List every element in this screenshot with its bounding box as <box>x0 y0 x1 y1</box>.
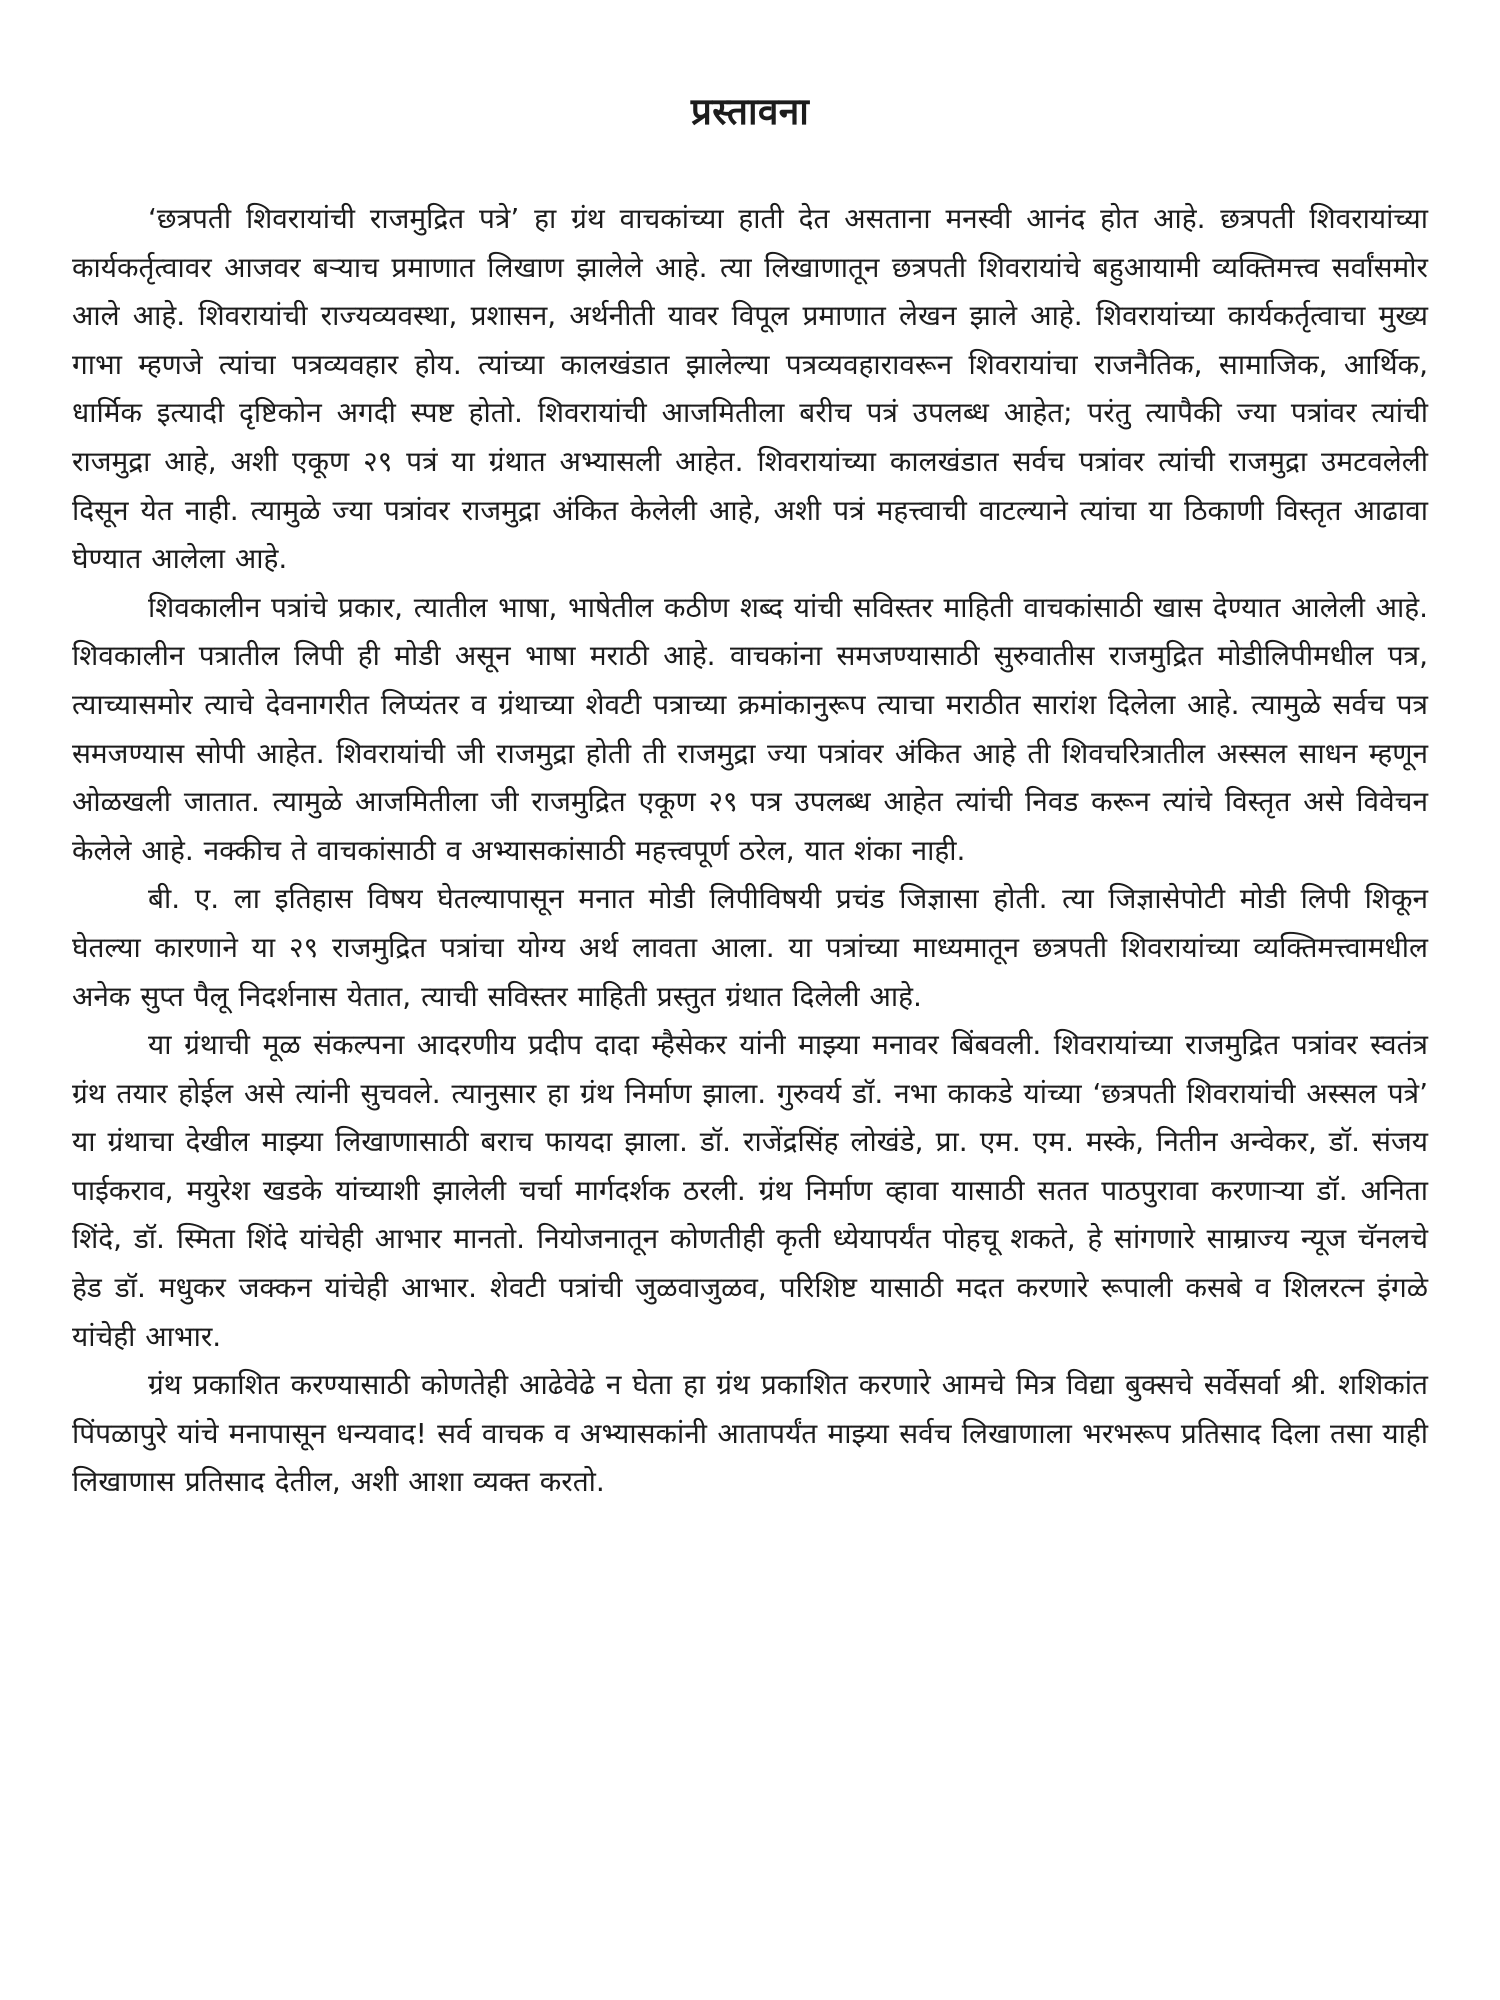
paragraph-5: ग्रंथ प्रकाशित करण्यासाठी कोणतेही आढेवेढे न घेता हा ग्रंथ प्रकाशित करणारे आमचे मित्र विद्या बुक्सचे सर्वेसर्वा श्री. शशिकांत पिंपळापुरे यांचे मनापासून धन्यवाद! सर्व वाचक व अभ्यासकांनी आतापर्यंत माझ्या सर्वच लिखाणाला भरभरूप प्रतिसाद दिला तसा याही लिखाणास प्रतिसाद देतील, अशी आशा व्यक्त करतो. <box>72 1368 1428 1499</box>
document-page <box>72 0 1428 2000</box>
page-title: प्रस्तावना <box>690 90 810 133</box>
paragraph-4: या ग्रंथाची मूळ संकल्पना आदरणीय प्रदीप दादा म्हैसेकर यांनी माझ्या मनावर बिंबवली. शिवरायांच्या राजमुद्रित पत्रांवर स्वतंत्र ग्रंथ तयार होईल असे त्यांनी सुचवले. त्यानुसार हा ग्रंथ निर्माण झाला. गुरुवर्य डॉ. नभा काकडे यांच्या ‘छत्रपती शिवरायांची अस्सल पत्रे’ या ग्रंथाचा देखील माझ्या लिखाणासाठी बराच फायदा झाला. डॉ. राजेंद्रसिंह लोखंडे, प्रा. एम. एम. मस्के, नितीन अन्वेकर, डॉ. संजय पाईकराव, मयुरेश खडके यांच्याशी झालेली चर्चा मार्गदर्शक ठरली. ग्रंथ निर्माण व्हावा यासाठी सतत पाठपुरावा करणाऱ्या डॉ. अनिता शिंदे, डॉ. स्मिता शिंदे यांचेही आभार मानतो. नियोजनातून कोणतीही कृती ध्येयापर्यंत पोहचू शकते, हे सांगणारे साम्राज्य न्यूज चॅनलचे हेड डॉ. मधुकर जक्कन यांचेही आभार. शेवटी पत्रांची जुळवाजुळव, परिशिष्ट यासाठी मदत करणारे रूपाली कसबे व शिलरत्न इंगळे यांचेही आभार. <box>72 1028 1428 1353</box>
paragraph-1: ‘छत्रपती शिवरायांची राजमुद्रित पत्रे’ हा ग्रंथ वाचकांच्या हाती देत असताना मनस्वी आनंद होत आहे. छत्रपती शिवरायांच्या कार्यकर्तृत्वावर आजवर बऱ्याच प्रमाणात लिखाण झालेले आहे. त्या लिखाणातून छत्रपती शिवरायांचे बहुआयामी व्यक्तिमत्त्व सर्वांसमोर आले आहे. शिवरायांची राज्यव्यवस्था, प्रशासन, अर्थनीती यावर विपूल प्रमाणात लेखन झाले आहे. शिवरायांच्या कार्यकर्तृत्वाचा मुख्य गाभा म्हणजे त्यांचा पत्रव्यवहार होय. त्यांच्या कालखंडात झालेल्या पत्रव्यवहारावरून शिवरायांचा राजनैतिक, सामाजिक, आर्थिक, धार्मिक इत्यादी दृष्टिकोन अगदी स्पष्ट होतो. शिवरायांची आजमितीला बरीच पत्रं उपलब्ध आहेत; परंतु त्यापैकी ज्या पत्रांवर त्यांची राजमुद्रा आहे, अशी एकूण २९ पत्रं या ग्रंथात अभ्यासली आहेत. शिवरायांच्या कालखंडात सर्वच पत्रांवर त्यांची राजमुद्रा उमटवलेली दिसून येत नाही. त्यामुळे ज्या पत्रांवर राजमुद्रा अंकित केलेली आहे, अशी पत्रं महत्त्वाची वाटल्याने त्यांचा या ठिकाणी विस्तृत आढावा घेण्यात आलेला आहे. <box>72 202 1428 576</box>
paragraph-3: बी. ए. ला इतिहास विषय घेतल्यापासून मनात मोडी लिपीविषयी प्रचंड जिज्ञासा होती. त्या जिज्ञासेपोटी मोडी लिपी शिकून घेतल्या कारणाने या २९ राजमुद्रित पत्रांचा योग्य अर्थ लावता आला. या पत्रांच्या माध्यमातून छत्रपती शिवरायांच्या व्यक्तिमत्त्वामधील अनेक सुप्त पैलू निदर्शनास येतात, त्याची सविस्तर माहिती प्रस्तुत ग्रंथात दिलेली आहे. <box>72 882 1428 1013</box>
paragraph-2: शिवकालीन पत्रांचे प्रकार, त्यातील भाषा, भाषेतील कठीण शब्द यांची सविस्तर माहिती वाचकांसाठी खास देण्यात आलेली आहे. शिवकालीन पत्रातील लिपी ही मोडी असून भाषा मराठी आहे. वाचकांना समजण्यासाठी सुरुवातीस राजमुद्रित मोडीलिपीमधील पत्र, त्याच्यासमोर त्याचे देवनागरीत लिप्यंतर व ग्रंथाच्या शेवटी पत्राच्या क्रमांकानुरूप त्याचा मराठीत सारांश दिलेला आहे. त्यामुळे सर्वच पत्र समजण्यास सोपी आहेत. शिवरायांची जी राजमुद्रा होती ती राजमुद्रा ज्या पत्रांवर अंकित आहे ती शिवचरित्रातील अस्सल साधन म्हणून ओळखली जातात. त्यामुळे आजमितीला जी राजमुद्रित एकूण २९ पत्र उपलब्ध आहेत त्यांची निवड करून त्यांचे विस्तृत असे विवेचन केलेले आहे. नक्कीच ते वाचकांसाठी व अभ्यासकांसाठी महत्त्वपूर्ण ठरेल, यात शंका नाही. <box>72 590 1428 867</box>
